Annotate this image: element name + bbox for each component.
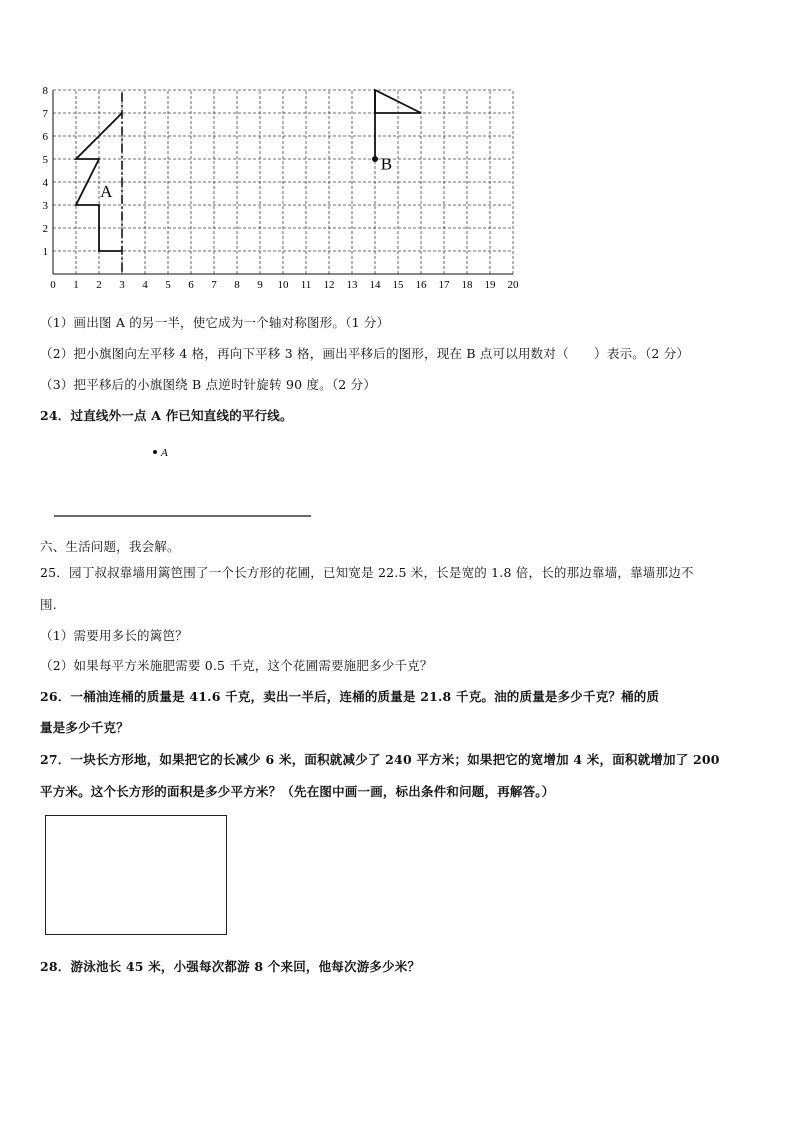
x-tick-label: 3 (119, 279, 125, 290)
q25-line1: 25．园丁叔叔靠墙用篱笆围了一个长方形的花圃，已知宽是 22.5 米，长是宽的 1.8 倍，长的那边靠墙，靠墙那边不 (40, 565, 694, 580)
x-tick-label: 6 (188, 279, 194, 290)
q25-line2: 围. (40, 597, 57, 612)
x-tick-label: 10 (277, 279, 289, 290)
y-tick-label: 4 (42, 177, 48, 189)
label-b: B (380, 154, 393, 174)
q28-text: 28．游泳池长 45 米，小强每次都游 8 个来回，他每次游多少米？ (40, 959, 421, 974)
x-tick-label: 13 (346, 279, 358, 290)
q27-line2: 平方米。这个长方形的面积是多少平方米？（先在图中画一画，标出条件和问题，再解答。） (40, 784, 555, 799)
tick-labels (43, 85, 520, 290)
x-tick-label: 17 (438, 279, 450, 290)
x-tick-label: 15 (392, 279, 404, 290)
coordinate-grid-figure (34, 78, 524, 290)
y-tick-label: 5 (42, 154, 48, 166)
x-tick-label: 5 (165, 279, 171, 290)
x-tick-label: 7 (211, 279, 217, 290)
q24-text: 24．过直线外一点 A 作已知直线的平行线。 (40, 408, 293, 423)
q26-line1: 26．一桶油连桶的质量是 41.6 千克，卖出一半后，连桶的质量是 21.8 千克。油的质量是多少千克？桶的质 (40, 689, 660, 704)
label-a: A (100, 181, 113, 201)
y-tick-label: 7 (42, 108, 48, 120)
q25-part2: （2）如果每平方米施肥需要 0.5 千克，这个花圃需要施肥多少千克？ (40, 658, 433, 673)
x-tick-label: 0 (50, 279, 56, 290)
point-a-dot (153, 450, 157, 454)
x-tick-label: 12 (323, 279, 335, 290)
q26-line2: 量是多少千克？ (40, 720, 129, 735)
point-a-label: A (161, 447, 168, 459)
x-tick-label: 8 (234, 279, 240, 290)
q23-part3: （3）把平移后的小旗图绕 B 点逆时针旋转 90 度。（2 分） (40, 377, 377, 392)
point-b (372, 156, 378, 162)
y-tick-label: 1 (42, 246, 48, 258)
q27-drawing-box (45, 815, 227, 935)
q24-figure (40, 440, 340, 525)
x-tick-label: 11 (300, 279, 312, 290)
x-tick-label: 2 (96, 279, 102, 290)
x-tick-label: 16 (415, 279, 427, 290)
y-tick-label: 2 (42, 223, 48, 235)
x-tick-label: 19 (484, 279, 496, 290)
x-tick-label: 1 (73, 279, 79, 290)
q23-part1: （1）画出图 A 的另一半，使它成为一个轴对称图形。（1 分） (40, 315, 390, 330)
x-tick-label: 18 (461, 279, 473, 290)
x-tick-label: 20 (507, 279, 519, 290)
x-tick-label: 4 (142, 279, 148, 290)
q25-part1: （1）需要用多长的篱笆？ (40, 628, 188, 643)
q27-line1: 27．一块长方形地，如果把它的长减少 6 米，面积就减少了 240 平方米；如果把它的宽增加 4 米，面积就增加了 200 (40, 752, 720, 767)
figure-shapes (76, 90, 421, 272)
y-tick-label: 8 (42, 85, 48, 97)
y-tick-label: 6 (42, 131, 48, 143)
section-6-title: 六、生活问题，我会解。 (40, 539, 180, 554)
x-tick-label: 14 (369, 279, 381, 290)
q23-part2: （2）把小旗图向左平移 4 格，再向下平移 3 格，画出平移后的图形，现在 B 点可以用数对（ ）表示。（2 分） (40, 346, 690, 361)
x-tick-label: 9 (257, 279, 263, 290)
y-tick-label: 3 (42, 200, 48, 212)
